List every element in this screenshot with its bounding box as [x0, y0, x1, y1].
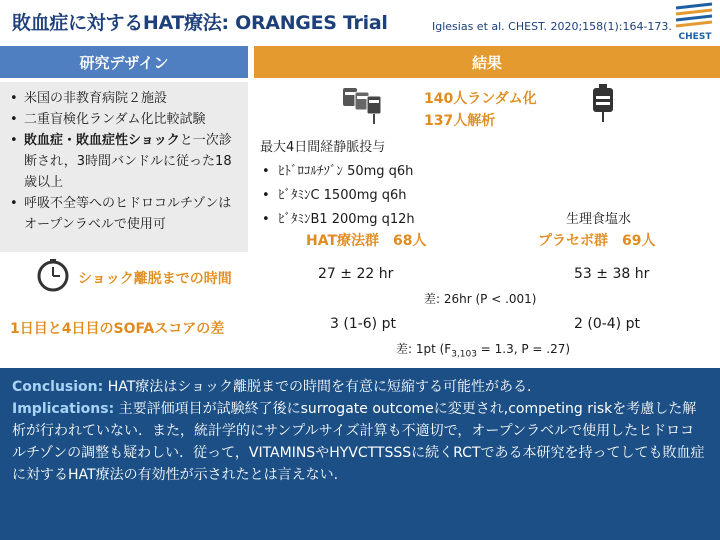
implications-line [12, 398, 708, 486]
conclusion-line [12, 376, 708, 398]
design-item-rct: • 二重盲検化ランダム化比較試験 [8, 109, 240, 130]
design-list [8, 88, 240, 235]
sofa-diff-post: = 1.3, P = .27) [476, 342, 571, 356]
citation: Iglesias et al. CHEST. 2020;158(1):164-173. [432, 20, 672, 33]
saline-bag-icon [590, 84, 616, 124]
drug-vitamin-c-text: ﾋﾞﾀﾐﾝC 1500mg q6h [277, 188, 407, 203]
analyzed-count: 137人解析 [424, 113, 496, 129]
saline-label: 生理食塩水 [566, 212, 632, 227]
drug-vitamin-c: • ﾋﾞﾀﾐﾝC 1500mg q6h [262, 188, 407, 203]
clock-icon [36, 258, 70, 292]
design-item-inclusion-bold: 敗血症・敗血症性ショック [24, 133, 180, 148]
sofa-diff-sub: 3,103 [451, 349, 477, 360]
chest-logo-text: CHEST [678, 32, 712, 42]
design-item-inclusion [8, 130, 240, 193]
placebo-group-label: プラセボ群 69人 [538, 233, 656, 249]
design-header: 研究デザイン [0, 46, 248, 78]
sofa-placebo-value: 2 (0-4) pt [574, 316, 640, 332]
shock-placebo-value: 53 ± 38 hr [574, 266, 650, 282]
shock-hat-value: 27 ± 22 hr [318, 266, 394, 282]
hat-group-label: HAT療法群 68人 [306, 233, 427, 249]
sofa-label: 1日目と4日目のSOFAスコアの差 [10, 321, 225, 337]
sofa-hat-value: 3 (1-6) pt [330, 316, 396, 332]
implications-label: Implications: [12, 401, 115, 417]
drug-vitamin-b1-text: ﾋﾞﾀﾐﾝB1 200mg q12h [277, 212, 415, 227]
sofa-diff-pre: 差: 1pt (F [396, 342, 452, 356]
implications-text: 主要評価項目が試験終了後にsurrogate outcomeに変更され,competing riskを考慮した解析が行われていない．また，統計学的にサンプルサイズ計算も不適切で，オープンラベルで使用したヒドロコルチゾンの調整も疑わしい．従って，VITAMINSやHYVCTTSSSに続くRCTである本研究を持ってしても敗血症に対するHAT療法の有効性が示されたとは言えない. [12, 401, 705, 483]
design-panel [0, 82, 248, 252]
sofa-difference [396, 340, 570, 359]
conclusion-text: HAT療法はショック離脱までの時間を有意に短縮する可能性がある. [103, 379, 532, 395]
conclusion-panel [0, 368, 720, 540]
drug-vitamin-b1: • ﾋﾞﾀﾐﾝB1 200mg q12h [262, 212, 415, 227]
regimen-title: 最大4日間経静脈投与 [260, 140, 386, 155]
iv-bags-icon [340, 84, 384, 126]
shock-difference: 差: 26hr (P < .001) [424, 292, 537, 306]
page-title: 敗血症に対するHAT療法: ORANGES Trial [12, 12, 388, 34]
drug-hydrocortisone-text: ﾋﾄﾞﾛｺﾙﾁｿﾞﾝ 50mg q6h [277, 164, 414, 179]
drug-hydrocortisone: • ﾋﾄﾞﾛｺﾙﾁｿﾞﾝ 50mg q6h [262, 164, 414, 179]
conclusion-label: Conclusion: [12, 379, 104, 395]
design-item-openlabel: • 呼吸不全等へのヒドロコルチゾンはオープンラベルで使用可 [8, 193, 240, 235]
design-item-inclusion-rest: と一次診断され，3時間バンドルに従った18歳以上 [24, 133, 232, 190]
design-item-sites: • 米国の非教育病院２施設 [8, 88, 240, 109]
randomized-count: 140人ランダム化 [424, 91, 537, 107]
shock-label: ショック離脱までの時間 [78, 271, 232, 287]
results-header: 結果 [254, 46, 720, 78]
